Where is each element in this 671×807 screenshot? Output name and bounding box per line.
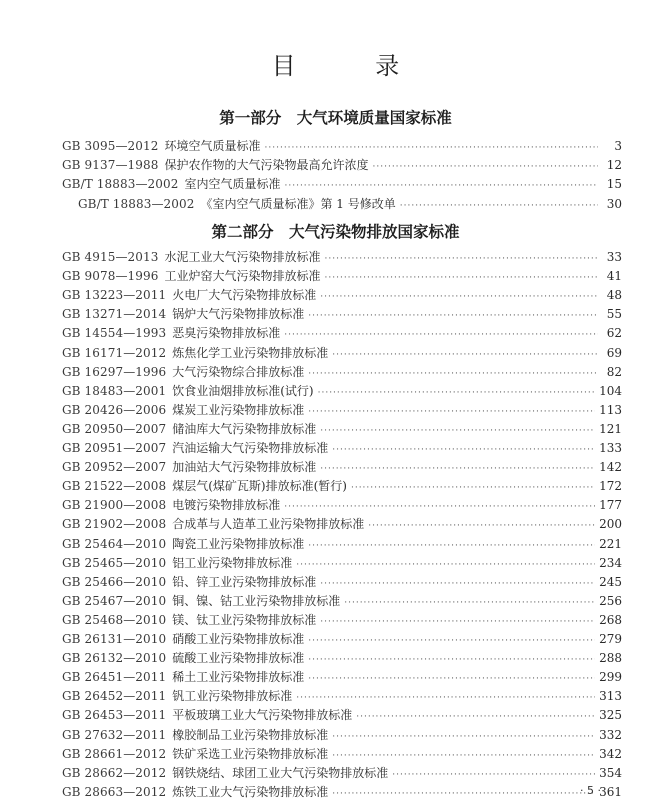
- dot-leader: [296, 556, 595, 574]
- standard-title: 恶臭污染物排放标准: [172, 326, 281, 341]
- standard-title: 橡胶制品工业污染物排放标准: [172, 727, 329, 742]
- toc-entry[interactable]: [78, 195, 622, 213]
- dot-leader: [265, 139, 598, 157]
- standard-code: GB 28663—2012: [62, 784, 167, 799]
- standard-title: 稀土工业污染物排放标准: [172, 670, 305, 685]
- page-title: 目 录: [271, 52, 436, 81]
- standard-title: 《室内空气质量标准》第 1 号修改单: [200, 196, 396, 211]
- toc-entry[interactable]: [62, 156, 622, 174]
- dot-leader: [332, 441, 595, 459]
- standard-title: 合成革与人造革工业污染物排放标准: [172, 517, 365, 532]
- page-ref: 82: [606, 364, 622, 379]
- page-ref: 69: [606, 345, 622, 360]
- standard-title: 环境空气质量标准: [164, 139, 261, 153]
- standard-title: 镁、钛工业污染物排放标准: [172, 612, 317, 627]
- toc-entry[interactable]: [62, 726, 622, 744]
- toc-entry[interactable]: [62, 764, 622, 782]
- standard-title: 煤层气(煤矿瓦斯)排放标准(暂行): [172, 479, 347, 494]
- page-ref: 245: [599, 574, 622, 589]
- dot-leader: [320, 288, 598, 306]
- page-ref: 62: [606, 326, 622, 341]
- page-ref: 55: [606, 307, 622, 322]
- page-ref: 48: [606, 288, 622, 303]
- page-ref: 256: [599, 593, 622, 608]
- toc-entry[interactable]: [62, 324, 622, 342]
- page-ref: 15: [606, 177, 622, 192]
- toc-entry[interactable]: [62, 286, 622, 304]
- standard-code: GB 25465—2010: [62, 555, 167, 570]
- dot-leader: [332, 346, 598, 364]
- standard-title: 平板玻璃工业大气污染物排放标准: [172, 708, 353, 723]
- dot-leader: [284, 498, 595, 516]
- standard-title: 保护农作物的大气污染物最高允许浓度: [164, 158, 369, 173]
- standard-title: 铜、镍、钴工业污染物排放标准: [172, 593, 341, 608]
- toc-entry[interactable]: [62, 477, 622, 495]
- standard-title: 钢铁烧结、球团工业大气污染物排放标准: [172, 765, 389, 780]
- page-ref: 12: [606, 158, 622, 173]
- standard-title: 储油库大气污染物排放标准: [172, 421, 317, 436]
- standard-title: 炼铁工业大气污染物排放标准: [172, 784, 329, 799]
- standard-code: GB 28662—2012: [62, 765, 167, 780]
- toc-entry[interactable]: [62, 363, 622, 381]
- standard-title: 水泥工业大气污染物排放标准: [164, 250, 321, 264]
- standard-code: GB 16297—1996: [62, 364, 167, 379]
- standard-code: GB 26131—2010: [62, 632, 167, 646]
- standard-code: GB 21900—2008: [62, 498, 167, 513]
- page-ref: 30: [606, 196, 622, 211]
- standard-title: 铅、锌工业污染物排放标准: [172, 574, 317, 589]
- standard-title: 炼焦化学工业污染物排放标准: [172, 345, 329, 360]
- toc-entry[interactable]: [62, 344, 622, 362]
- standard-code: GB 26452—2011: [62, 689, 167, 704]
- dot-leader: [320, 613, 595, 631]
- standard-code: GB 25466—2010: [62, 574, 167, 589]
- toc-entry[interactable]: [62, 668, 622, 686]
- page-ref: 288: [599, 651, 622, 666]
- dot-leader: [320, 575, 595, 593]
- page-ref: 279: [599, 632, 622, 646]
- dot-leader: [332, 785, 595, 803]
- standard-code: GB 20952—2007: [62, 460, 167, 475]
- dot-leader: [284, 326, 598, 344]
- standard-code: GB 28661—2012: [62, 746, 167, 761]
- page-ref: 313: [599, 689, 622, 704]
- standard-title: 铝工业污染物排放标准: [172, 555, 293, 570]
- page-ref: 299: [599, 670, 622, 685]
- page-number: · 5 ·: [580, 784, 601, 797]
- page-ref: 325: [599, 708, 622, 723]
- toc-entry[interactable]: [62, 137, 622, 155]
- dot-leader: [325, 269, 598, 287]
- page-ref: 104: [599, 383, 622, 398]
- dot-leader: [296, 689, 595, 707]
- standard-code: GB/T 18883—2002: [62, 177, 179, 192]
- dot-leader: [318, 384, 595, 402]
- section-heading-part-1: 第一部分 大气环境质量国家标准: [219, 109, 452, 127]
- page-ref: 113: [599, 402, 622, 417]
- toc-entry[interactable]: [62, 783, 622, 801]
- dot-leader: [344, 594, 595, 612]
- toc-entry[interactable]: [62, 458, 622, 476]
- standard-code: GB 20426—2006: [62, 402, 167, 417]
- standard-title: 硝酸工业污染物排放标准: [172, 632, 305, 646]
- standard-title: 大气污染物综合排放标准: [172, 364, 305, 379]
- dot-leader: [308, 307, 598, 325]
- dot-leader: [308, 365, 598, 383]
- standard-title: 电镀污染物排放标准: [172, 498, 281, 513]
- toc-entry[interactable]: [62, 248, 622, 266]
- toc-entry[interactable]: [62, 420, 622, 438]
- standard-code: GB 18483—2001: [62, 383, 167, 398]
- standard-code: GB 25467—2010: [62, 593, 167, 608]
- dot-leader: [308, 403, 595, 421]
- standard-code: GB 21902—2008: [62, 517, 167, 532]
- page-ref: 342: [599, 746, 622, 761]
- toc-entry[interactable]: [62, 267, 622, 285]
- toc-entry[interactable]: [62, 382, 622, 400]
- toc-entry[interactable]: [62, 496, 622, 514]
- standard-code: GB 21522—2008: [62, 479, 167, 494]
- toc-entry[interactable]: [62, 535, 622, 553]
- standard-code: GB 26132—2010: [62, 651, 167, 666]
- dot-leader: [308, 651, 595, 669]
- standard-title: 汽油运输大气污染物排放标准: [172, 441, 329, 455]
- standard-code: GB/T 18883—2002: [78, 196, 195, 211]
- standard-code: GB 4915—2013: [62, 250, 159, 264]
- dot-leader: [392, 766, 595, 784]
- toc-entry[interactable]: [62, 439, 622, 457]
- dot-leader: [356, 708, 595, 726]
- standard-code: GB 9078—1996: [62, 269, 159, 284]
- toc-entry[interactable]: [62, 305, 622, 323]
- dot-leader: [308, 632, 595, 650]
- standard-code: GB 25464—2010: [62, 536, 167, 551]
- dot-leader: [320, 422, 595, 440]
- page-ref: 200: [599, 517, 622, 532]
- toc-entry[interactable]: [62, 630, 622, 648]
- dot-leader: [320, 460, 595, 478]
- dot-leader: [308, 670, 595, 688]
- standard-title: 煤炭工业污染物排放标准: [172, 402, 305, 417]
- page-ref: 41: [606, 269, 622, 284]
- toc-entry[interactable]: [62, 687, 622, 705]
- standard-code: GB 26453—2011: [62, 708, 167, 723]
- toc-entry[interactable]: [62, 706, 622, 724]
- page-ref: 332: [599, 727, 622, 742]
- standard-code: GB 20950—2007: [62, 421, 167, 436]
- page-ref: 121: [599, 421, 622, 436]
- dot-leader: [332, 747, 595, 765]
- standard-code: GB 26451—2011: [62, 670, 167, 685]
- page-ref: 221: [599, 536, 622, 551]
- standard-code: GB 25468—2010: [62, 612, 167, 627]
- dot-leader: [332, 728, 595, 746]
- dot-leader: [373, 158, 598, 176]
- standard-code: GB 9137—1988: [62, 158, 159, 173]
- standard-code: GB 27632—2011: [62, 727, 167, 742]
- toc-entry[interactable]: [62, 515, 622, 533]
- standard-title: 室内空气质量标准: [184, 177, 281, 192]
- toc-entry[interactable]: [62, 175, 622, 193]
- standard-code: GB 14554—1993: [62, 326, 167, 341]
- page-ref: 177: [599, 498, 622, 513]
- page-ref: 142: [599, 460, 622, 475]
- dot-leader: [400, 197, 598, 215]
- toc-entry[interactable]: [62, 745, 622, 763]
- standard-title: 加油站大气污染物排放标准: [172, 460, 317, 475]
- page-ref: 33: [606, 250, 622, 264]
- toc-entry[interactable]: [62, 649, 622, 667]
- toc-entry[interactable]: [62, 573, 622, 591]
- toc-entry[interactable]: [62, 592, 622, 610]
- dot-leader: [308, 537, 595, 555]
- page-ref: 172: [599, 479, 622, 494]
- standard-code: GB 3095—2012: [62, 139, 159, 153]
- dot-leader: [325, 250, 598, 268]
- dot-leader: [285, 177, 599, 195]
- standard-title: 火电厂大气污染物排放标准: [172, 288, 317, 303]
- section-heading-part-2: 第二部分 大气污染物排放国家标准: [211, 223, 460, 241]
- toc-entry[interactable]: [62, 401, 622, 419]
- page-ref: 234: [599, 555, 622, 570]
- dot-leader: [351, 479, 595, 497]
- page-ref: 133: [599, 441, 622, 455]
- standard-code: GB 16171—2012: [62, 345, 167, 360]
- standard-code: GB 20951—2007: [62, 441, 167, 455]
- page-ref: 354: [599, 765, 622, 780]
- standard-code: GB 13223—2011: [62, 288, 167, 303]
- toc-entry[interactable]: [62, 554, 622, 572]
- standard-title: 陶瓷工业污染物排放标准: [172, 536, 305, 551]
- standard-code: GB 13271—2014: [62, 307, 167, 322]
- page-ref: 361: [599, 784, 622, 799]
- standard-title: 工业炉窑大气污染物排放标准: [164, 269, 321, 284]
- standard-title: 钒工业污染物排放标准: [172, 689, 293, 704]
- toc-entry[interactable]: [62, 611, 622, 629]
- page-ref: 268: [599, 612, 622, 627]
- standard-title: 铁矿采选工业污染物排放标准: [172, 746, 329, 761]
- dot-leader: [368, 517, 595, 535]
- page-ref: 3: [614, 139, 622, 153]
- standard-title: 锅炉大气污染物排放标准: [172, 307, 305, 322]
- standard-title: 硫酸工业污染物排放标准: [172, 651, 305, 666]
- standard-title: 饮食业油烟排放标准(试行): [172, 383, 314, 398]
